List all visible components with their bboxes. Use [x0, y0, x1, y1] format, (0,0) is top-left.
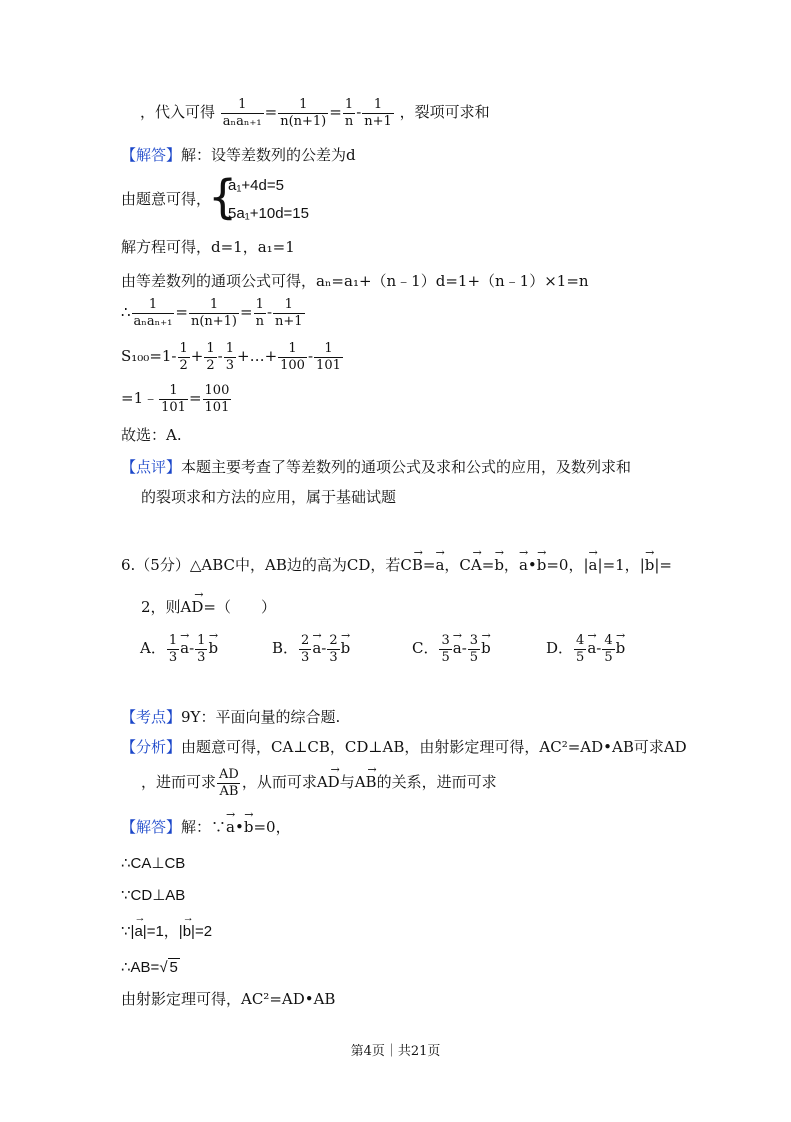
frac: $\frac{AD}{AB}$: [219, 767, 239, 799]
general-term-line: 由等差数列的通项公式可得，aₙ=a₁+（n﹣1）d=1+（n﹣1）×1=n: [121, 272, 589, 290]
answer-tag: 【解答】: [121, 146, 182, 164]
q6-option-c: C． $\frac{3}{5}$ → a- $\frac{3}{5}$ → b: [412, 634, 491, 664]
system-eq1: a₁+4d=5: [228, 177, 284, 194]
q6-analysis-line-1: 【分析】由题意可得，CA⊥CB，CD⊥AB，由射影定理可得，AC²=AD•AB可求AD: [121, 738, 687, 756]
q6-stem-line-2: 2，则→ AD=（ ）: [141, 600, 276, 615]
q6-knowledge-point: 【考点】9Y：平面向量的综合题.: [121, 708, 341, 726]
frac: $\frac{2}{3}$: [329, 633, 338, 665]
q6-step-1: ∴CA⊥CB: [121, 855, 186, 872]
answer-tag: 【解答】: [121, 818, 182, 836]
frac: $\frac{1}{n+1}$: [275, 297, 303, 329]
frac: $\frac{1}{\text{aₙaₙ₊₁}}$: [133, 297, 173, 329]
frac: $\frac{1}{n}$: [255, 297, 264, 329]
frac: $\frac{4}{5}$: [604, 633, 613, 665]
frac: $\frac{100}{101}$: [204, 383, 230, 415]
frac: $\frac{3}{5}$: [441, 633, 450, 665]
frac: $\frac{1}{2}$: [179, 341, 188, 373]
frac: $\frac{1}{3}$: [197, 633, 206, 665]
q6-analysis-line-2: ，进而可求 $\frac{AD}{AB}$ ，从而可求→ AD与→ AB的关系，进而可求: [141, 768, 497, 798]
frac: $\frac{1}{n(n+1)}$: [280, 97, 327, 129]
frac: $\frac{1}{n}$: [344, 97, 354, 129]
analysis-tag: 【分析】: [121, 738, 182, 756]
final-eq-line: =1﹣ $\frac{1}{101}$ = $\frac{100}{101}$: [121, 383, 230, 415]
condition-label: 由题意可得，: [121, 190, 212, 208]
q6-step-3: ∵|→ a|=1，|→ b|=2: [121, 924, 212, 939]
frac: $\frac{4}{5}$: [576, 633, 585, 665]
q6-step-5: 由射影定理可得，AC²=AD•AB: [121, 990, 336, 1008]
q6-step-4: ∴AB=√ 5: [121, 959, 178, 976]
therefore-line: ∴ $\frac{1}{\text{aₙaₙ₊₁}}$ = $\frac{1}{n(n+1)}$ = $\frac{1}{n}$ - $\frac{1}{n+1}$: [121, 297, 303, 329]
system-brace: {: [208, 170, 238, 224]
frac: $\frac{1}{3}$: [168, 633, 178, 665]
frac: $\frac{1}{101}$: [161, 383, 186, 415]
frac: $\frac{1}{2}$: [206, 341, 215, 373]
frac: $\frac{3}{5}$: [469, 633, 479, 665]
frac: $\frac{1}{100}$: [280, 341, 305, 373]
comment-line-1: 【点评】本题主要考查了等差数列的通项公式及求和公式的应用，及数列求和: [121, 458, 632, 476]
q6-option-a: A． $\frac{1}{3}$ → a- $\frac{1}{3}$ → b: [140, 634, 218, 664]
comment-line-2: 的裂项求和方法的应用，属于基础试题: [141, 488, 397, 506]
s100-line: S₁₀₀=1- $\frac{1}{2}$ + $\frac{1}{2}$ - $\frac{1}{3}$ +…+ $\frac{1}{100}$ - $\frac{1}{101}$: [121, 341, 341, 373]
answer-heading: 【解答】解：设等差数列的公差为d: [121, 146, 356, 164]
choice-line: 故选：A.: [121, 426, 182, 444]
frac: $\frac{1}{101}$: [316, 341, 341, 373]
q6-answer-heading: 【解答】解：∵→ a•→ b=0，: [121, 820, 291, 835]
frac: $\frac{1}{3}$: [225, 341, 234, 373]
frac: $\frac{1}{n+1}$: [364, 97, 392, 129]
frac: $\frac{1}{\text{aₙaₙ₊₁}}$: [222, 97, 262, 129]
line-split-term: ，代入可得 $\frac{1}{\text{aₙaₙ₊₁}}$ = $\frac{1}{n(n+1)}$ = $\frac{1}{n}$ - $\frac{1}{n+1}$ ，裂项可求和: [140, 97, 490, 129]
q6-option-d: D． $\frac{4}{5}$ → a- $\frac{4}{5}$ → b: [546, 634, 625, 664]
solve-line: 解方程可得，d=1，a₁=1: [121, 238, 295, 256]
knowledge-tag: 【考点】: [121, 708, 182, 726]
frac: $\frac{1}{n(n+1)}$: [190, 297, 238, 329]
q6-stem-line-1: 6.（5分）△ABC中，AB边的高为CD，若→ CB=→ a，→ CA=→ b，→ a•→ b=0，|→ a|=1，|→ b|=: [121, 558, 672, 573]
frac: $\frac{2}{3}$: [301, 633, 310, 665]
q6-option-b: B． $\frac{2}{3}$ → a- $\frac{2}{3}$ → b: [272, 634, 350, 664]
system-eq2: 5a₁+10d=15: [228, 205, 309, 222]
q6-step-2: ∵CD⊥AB: [121, 887, 186, 904]
comment-tag: 【点评】: [121, 458, 182, 476]
page-footer: 第4页｜共21页: [350, 1044, 441, 1059]
